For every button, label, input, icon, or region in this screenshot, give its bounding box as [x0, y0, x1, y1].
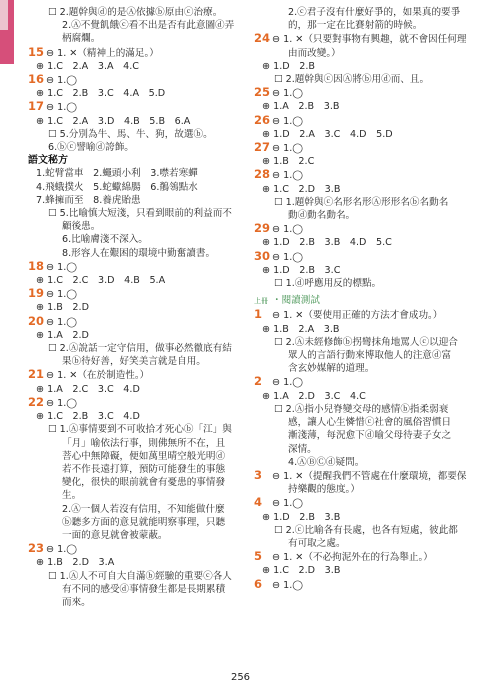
answer-text: 菩心中無障礙，便如萬里晴空般光明ⓓ: [62, 450, 226, 462]
answer-line: [28, 154, 236, 167]
answer-line: [28, 87, 236, 100]
answer-line: [28, 503, 236, 516]
answer-line: [254, 564, 466, 577]
answer-line: [28, 368, 236, 382]
answer-line: [28, 274, 236, 287]
answer-text: ☐ 1.ⓓ呼應用反的標點。: [274, 278, 382, 290]
question-number: 17: [28, 100, 45, 114]
question-number: 3: [254, 468, 263, 482]
answer-line: [28, 342, 236, 355]
answer-line: [28, 301, 236, 314]
answer-line: [254, 250, 466, 264]
answer-text: 深情。: [288, 443, 317, 455]
question-number: 18: [28, 259, 45, 273]
answer-line: [28, 383, 236, 396]
answer-line: [254, 416, 466, 429]
answer-line: [28, 529, 236, 542]
answer-line: [28, 19, 236, 32]
question-number: 26: [254, 113, 271, 127]
answer-text: 顧後患。: [62, 221, 101, 233]
question-number: 29: [254, 222, 271, 236]
answer-line: [28, 167, 236, 180]
page-edge-tab-light: [0, 0, 8, 30]
answer-line: [254, 375, 466, 389]
answer-text: ☐ 2.Ⓐ說話一定守信用，做事必然徹底有結: [48, 343, 232, 355]
answer-text: ⊖ 1.◯: [272, 170, 303, 182]
answer-text: ⊖ 1.◯: [272, 251, 303, 263]
answer-line: [254, 456, 466, 469]
answer-text: 而來。: [62, 596, 91, 608]
answer-line: [254, 390, 466, 403]
answer-text: 7.蜂擁而至 8.養虎貽患: [36, 194, 141, 206]
answer-text: 一面的意見就會被蒙蔽。: [62, 529, 168, 541]
answer-line: [28, 115, 236, 128]
question-number: 5: [254, 550, 263, 564]
answer-text: ⊖ 1. ✕（精神上的滿足。）: [46, 47, 159, 59]
answer-line: [28, 181, 236, 194]
answer-line: [254, 443, 466, 456]
answer-line: [254, 236, 466, 249]
answer-text: 的，那一定在比賽射箭的時候。: [288, 20, 423, 32]
answer-text: ⊖ 1. ✕（在於制造性。）: [46, 370, 150, 382]
answer-line: [254, 6, 466, 19]
answer-line: [28, 233, 236, 246]
answer-text: ☐ 2.ⓒ比喻各有長處，也各有短處，彼此都: [274, 524, 458, 536]
answer-text: ⊕ 1.C 2.B 3.C 4.A 5.D: [36, 88, 166, 100]
answer-line: [254, 524, 466, 537]
answer-text: ⊖ 1.◯: [272, 88, 303, 100]
answer-text: ⊖ 1.◯: [272, 498, 303, 510]
answer-text: ⓑ聽多方面的意見就能明察事理，只聽: [62, 516, 226, 528]
answer-text: 2.Ⓐ一個人若沒有信用，不知能做什麼: [62, 503, 225, 515]
answer-text: ⊕ 1.C 2.C 3.D 4.B 5.A: [36, 275, 166, 287]
answer-text: 感，讓人心生憐惜ⓒ社會的風俗習慣日: [288, 417, 452, 429]
answer-line: [254, 264, 466, 277]
answer-text: ⊕ 1.D 2.B: [262, 60, 315, 72]
answer-text: 有不同的感受ⓓ事情發生都是長期累積: [62, 583, 226, 595]
question-number: 21: [28, 368, 45, 382]
answer-line: [28, 355, 236, 368]
answer-line: [28, 542, 236, 556]
answer-text: ☐ 1.Ⓐ事情要到不可收拾才死心ⓑ「江」與: [48, 424, 232, 436]
answer-line: [28, 207, 236, 220]
question-number: 15: [28, 45, 45, 59]
answer-text: ⊕ 1.C 2.A 3.A 4.C: [36, 60, 140, 72]
question-number: 16: [28, 73, 45, 87]
answer-text: 6.比喻膚淺不深入。: [62, 234, 148, 246]
answer-line: [254, 73, 466, 86]
answer-line: [28, 6, 236, 19]
answer-line: [28, 32, 236, 45]
answer-line: [28, 396, 236, 410]
answer-text: ⊕ 1.B 2.D: [36, 302, 89, 314]
answer-text: ☐ 5.分別為牛、馬、牛、狗，故選ⓑ。: [48, 128, 213, 140]
answer-text: ⊕ 1.D 2.B 3.C: [262, 264, 341, 276]
answer-line: [254, 168, 466, 182]
answer-line: [254, 183, 466, 196]
answer-line: [28, 141, 236, 154]
answer-text: ⊕ 1.A 2.B 3.B: [262, 101, 340, 113]
answer-text: ⊖ 1.◯: [46, 261, 77, 273]
question-number: 20: [28, 314, 45, 328]
answer-text: ⊖ 1. ✕（不必拘泥外在的行為舉止。）: [272, 552, 433, 564]
answer-line: [254, 362, 466, 375]
answer-line: [28, 410, 236, 423]
answer-text: ⊖ 1.◯: [46, 316, 77, 328]
answer-line: [28, 100, 236, 114]
answer-line: [28, 583, 236, 596]
answer-text: ⊖ 1.◯: [272, 377, 303, 389]
answer-line: [28, 315, 236, 329]
left-column: [28, 6, 236, 609]
answer-text: 眾人的言語行動來博取他人的注意ⓓ富: [288, 350, 452, 362]
answer-line: [28, 463, 236, 476]
answer-text: 2.Ⓐ不覺飢餓ⓒ看不出是否有此意圖ⓓ弄: [62, 20, 235, 32]
answer-line: [254, 47, 466, 60]
question-number: 19: [28, 287, 45, 301]
answer-text: 果ⓑ待好善，好笑美言就是自用。: [62, 356, 206, 368]
answer-text: ☐ 1.題幹與ⓒ名形名形Ⓐ形形名ⓑ名動名: [274, 196, 449, 208]
answer-line: [28, 46, 236, 60]
answer-text: 由而改變。）: [288, 47, 341, 59]
answer-line: [28, 73, 236, 87]
answer-text: ⊕ 1.D 2.B 3.B 4.D 5.C: [262, 237, 392, 249]
answer-text: 若不作長遠打算，預防可能發生的事態: [62, 463, 226, 475]
answer-text: ⊖ 1.◯: [46, 102, 77, 114]
answer-text: ⊖ 1.◯: [46, 544, 77, 556]
answer-text: ⊖ 1.◯: [46, 289, 77, 301]
answer-line: [254, 483, 466, 496]
answer-text: ⊕ 1.A 2.D 3.C 4.C: [262, 390, 366, 402]
answer-text: ⊕ 1.B 2.C: [262, 156, 315, 168]
answer-line: [28, 329, 236, 342]
answer-line: [254, 550, 466, 564]
answer-text: ⊕ 1.B 2.D 3.A: [36, 557, 115, 569]
answer-text: ⊕ 1.A 2.D: [36, 329, 89, 341]
question-number: 23: [28, 542, 45, 556]
answer-line: [254, 578, 466, 592]
answer-line: [254, 128, 466, 141]
answer-text: ⊖ 1. ✕（要使用正確的方法才會成功。）: [272, 310, 443, 322]
answer-line: [254, 100, 466, 113]
answer-text: ⊕ 1.A 2.C 3.C 4.D: [36, 383, 140, 395]
answer-text: ☐ 2.題幹與ⓒ因Ⓐ將ⓑ用ⓓ而、且。: [274, 74, 430, 86]
page-number: 256: [230, 672, 251, 683]
answer-text: 漸淺薄，每況愈下ⓓ喻父母待妻子女之: [288, 430, 452, 442]
answer-text: 持樂觀的態度。）: [288, 484, 360, 496]
answer-text: 含玄妙媒解的道理。: [288, 363, 375, 375]
answer-text: ⊕ 1.C 2.A 3.D 4.B 5.B 6.A: [36, 115, 191, 127]
answer-text: ⊖ 1.◯: [46, 397, 77, 409]
question-number: 1: [254, 308, 263, 322]
answer-line: [254, 86, 466, 100]
answer-line: [28, 516, 236, 529]
answer-line: [28, 247, 236, 260]
answer-line: [28, 476, 236, 489]
answer-line: [28, 220, 236, 233]
answer-text: 6.ⓑⓒ譬喻ⓓ誇飾。: [48, 142, 134, 154]
answer-line: [254, 429, 466, 442]
answer-line: [28, 596, 236, 609]
answer-line: [28, 450, 236, 463]
answer-line: [254, 336, 466, 349]
answer-text: ⊕ 1.C 2.B 3.C 4.D: [36, 411, 140, 423]
answer-text: 語文秘方: [28, 155, 68, 167]
answer-line: [254, 141, 466, 155]
answer-line: [28, 194, 236, 207]
question-number: 24: [254, 32, 271, 46]
answer-text: 「月」喻依法行事，則佛無所不在，且: [62, 437, 226, 449]
answer-line: [254, 403, 466, 416]
answer-line: [28, 423, 236, 436]
answer-line: [254, 511, 466, 524]
answer-line: [28, 489, 236, 502]
answer-line: [28, 556, 236, 569]
right-column: [254, 6, 466, 592]
question-number: 27: [254, 141, 271, 155]
answer-line: [254, 32, 466, 46]
answer-line: [28, 60, 236, 73]
question-number: 28: [254, 168, 271, 182]
answer-text: ☐ 5.比喻慎大短淺，只看到眼前的利益而不: [48, 208, 232, 220]
question-number: 2: [254, 375, 263, 389]
answer-line: [254, 349, 466, 362]
answer-text: 4.ⒶⒷⒸⓓ疑問。: [288, 456, 365, 468]
answer-text: ⊖ 1.◯: [46, 75, 77, 87]
answer-text: 2.ⓒ君子沒有什麼好爭的，如果真的要爭: [288, 7, 461, 18]
answer-text: 生。: [62, 490, 82, 502]
answer-text: ⊕ 1.D 2.A 3.C 4.D 5.D: [262, 128, 393, 140]
answer-text: 1.蛇臂當車 2.蠅頭小利 3.噤若寒蟬: [36, 168, 198, 180]
answer-line: [254, 60, 466, 73]
answer-line: [254, 209, 466, 222]
answer-text: ☐ 2.Ⓐ未經修飾ⓑ拐彎抹角地罵人ⓒ以迎合: [274, 336, 458, 348]
answer-text: ⊕ 1.C 2.D 3.B: [262, 565, 341, 577]
answer-line: [254, 294, 466, 308]
answer-text: ⊖ 1.◯: [272, 224, 303, 236]
answer-text: ⊖ 1. ✕（提醒我們不管處在什麼環境，都要保: [272, 470, 466, 482]
answer-line: [28, 260, 236, 274]
answer-line: [254, 308, 466, 322]
answer-text: ⊖ 1. ✕（只要對事物有興趣，就不會因任何理: [272, 34, 466, 46]
answer-line: [254, 155, 466, 168]
answer-text: ⊕ 1.B 2.A 3.B: [262, 323, 340, 335]
answer-line: [28, 128, 236, 141]
answer-line: [254, 196, 466, 209]
section-title: ・閱讀測試: [272, 295, 320, 307]
question-number: 4: [254, 496, 263, 510]
answer-text: ☐ 2.Ⓐ指小兒脊變交母的感情ⓑ指柔弱衰: [274, 403, 449, 415]
answer-text: ☐ 2.題幹與ⓓ的是Ⓐ依據ⓑ原由ⓒ治療。: [48, 7, 223, 18]
answer-line: [254, 222, 466, 236]
answer-line: [254, 469, 466, 483]
answer-text: 柄腐爛。: [62, 33, 101, 45]
answer-text: ⊖ 1.◯: [272, 579, 303, 591]
answer-text: 4.飛蛾撲火 5.蛇蠍綿腸 6.鶺鴒點水: [36, 181, 198, 193]
question-number: 30: [254, 249, 271, 263]
answer-text: 8.形容人在艱困的環境中勤奮讀書。: [62, 247, 216, 259]
answer-text: 變化，很快的眼前就會有憂患的事情發: [62, 477, 226, 489]
question-number: 22: [28, 395, 45, 409]
answer-line: [28, 570, 236, 583]
answer-line: [254, 323, 466, 336]
section-tag: 上冊: [254, 297, 268, 306]
answer-line: [254, 496, 466, 510]
answer-text: 有可取之處。: [288, 537, 346, 549]
answer-line: [254, 277, 466, 290]
question-number: 6: [254, 577, 263, 591]
answer-line: [28, 437, 236, 450]
answer-text: ⊖ 1.◯: [272, 115, 303, 127]
question-number: 25: [254, 86, 271, 100]
answer-line: [254, 537, 466, 550]
answer-text: ☐ 1.Ⓐ人不可自大自滿ⓑ經驗的重要ⓒ各人: [48, 570, 232, 582]
answer-text: 動ⓓ動名動名。: [288, 210, 356, 222]
answer-line: [254, 19, 466, 32]
answer-text: ⊕ 1.D 2.B 3.B: [262, 511, 341, 523]
answer-line: [254, 114, 466, 128]
answer-text: ⊖ 1.◯: [272, 143, 303, 155]
answer-text: ⊕ 1.C 2.D 3.B: [262, 183, 341, 195]
answer-line: [28, 287, 236, 301]
